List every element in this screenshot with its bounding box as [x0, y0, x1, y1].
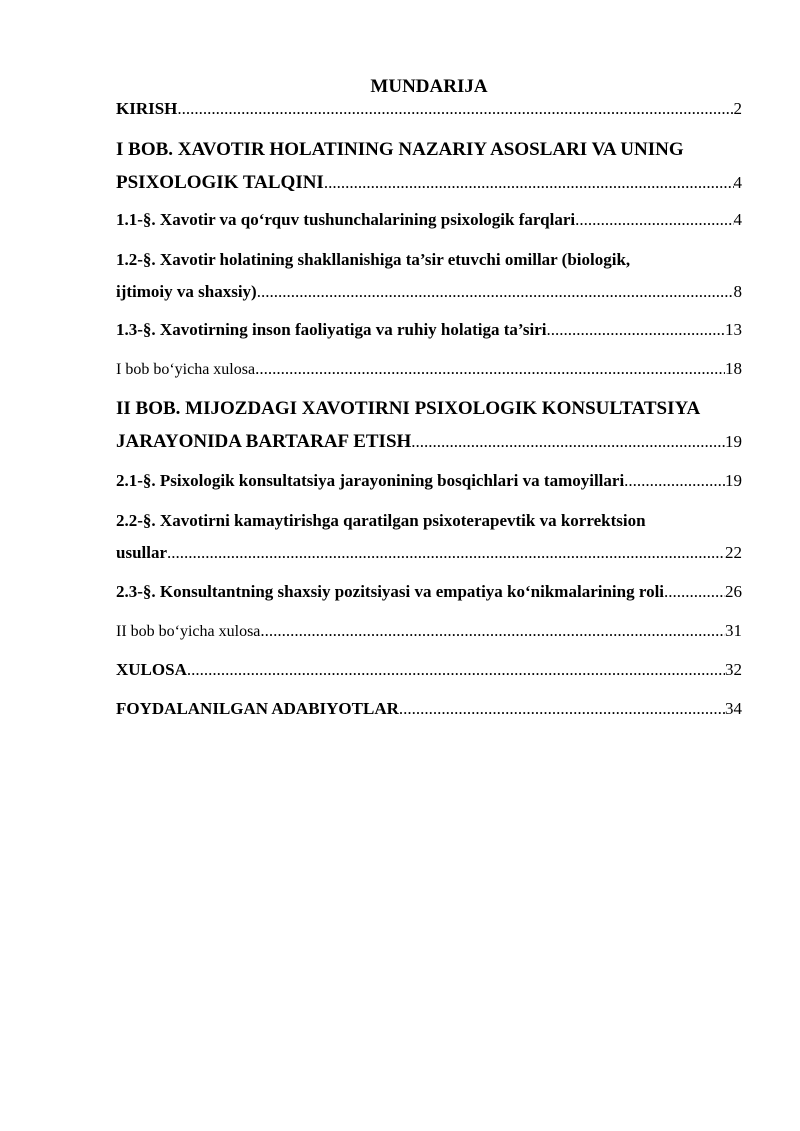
toc-page-number: 4 — [733, 173, 742, 192]
toc-entry-title: PSIXOLOGIK TALQINI — [116, 172, 324, 193]
toc-entry-title: JARAYONIDA BARTARAF ETISH — [116, 431, 412, 452]
toc-entry-references[interactable] — [116, 698, 742, 720]
toc-entry-section-1-3[interactable] — [116, 319, 742, 341]
toc-leader-dots — [260, 620, 725, 642]
toc-leader-dots — [664, 581, 725, 603]
toc-leader-dots — [255, 358, 725, 380]
toc-entry-title: KIRISH — [116, 99, 178, 118]
toc-entry-title: II bob bo‘yicha xulosa — [116, 623, 261, 640]
toc-leader-dots — [167, 542, 725, 564]
toc-entry-section-1-2[interactable] — [116, 281, 742, 303]
toc-entry-title: 2.3-§. Konsultantning shaxsiy pozitsiyasi va empatiya ko‘nikmalarining roli — [116, 582, 665, 601]
toc-entry-chapter-1-line-1[interactable] — [116, 139, 742, 161]
toc-entry-title: I BOB. XAVOTIR HOLATINING NAZARIY ASOSLARI VA UNING — [116, 139, 684, 160]
toc-leader-dots — [624, 470, 725, 492]
toc-entry-title: ijtimoiy va shaxsiy) — [116, 282, 257, 301]
toc-entry-title: 1.2-§. Xavotir holatining shakllanishiga ta’sir etuvchi omillar (biologik, — [116, 250, 631, 269]
toc-entry-chapter-2-line-1[interactable] — [116, 398, 742, 420]
toc-leader-dots — [547, 319, 725, 341]
toc-page-number: 34 — [725, 699, 742, 718]
toc-page-number: 8 — [733, 282, 742, 301]
toc-entry-section-1-1[interactable] — [116, 209, 742, 231]
toc-page-number: 19 — [725, 432, 742, 451]
toc-entry-title: usullar — [116, 543, 168, 562]
toc-page-number: 26 — [725, 582, 742, 601]
toc-page-number: 18 — [725, 359, 742, 378]
toc-entry-title: XULOSA — [116, 660, 187, 679]
toc-leader-dots — [411, 431, 725, 453]
toc-entry-title: I bob bo‘yicha xulosa — [116, 361, 256, 378]
toc-entry-section-2-2-line-1[interactable] — [116, 510, 742, 532]
toc-entry-chapter-1-summary[interactable] — [116, 358, 742, 380]
toc-leader-dots — [257, 281, 734, 303]
toc-entry-chapter-2[interactable] — [116, 431, 742, 453]
toc-page-number: 4 — [733, 210, 742, 229]
toc-page-number: 13 — [725, 320, 742, 339]
toc-entry-title: 1.1-§. Xavotir va qo‘rquv tushunchalarining psixologik farqlari — [116, 210, 576, 229]
toc-page-number: 22 — [725, 543, 742, 562]
toc-leader-dots — [324, 172, 734, 194]
toc-entry-chapter-1[interactable] — [116, 172, 742, 194]
toc-leader-dots — [575, 209, 733, 231]
toc-entry-section-2-3[interactable] — [116, 581, 742, 603]
toc-page-number: 19 — [725, 471, 742, 490]
toc-entry-section-1-2-line-1[interactable] — [116, 249, 742, 271]
toc-entry-section-2-2[interactable] — [116, 542, 742, 564]
toc-entry-title: 2.2-§. Xavotirni kamaytirishga qaratilgan psixoterapevtik va korrektsion — [116, 511, 646, 530]
toc-leader-dots — [177, 98, 733, 120]
toc-page-number: 32 — [725, 660, 742, 679]
toc-page-number: 2 — [733, 99, 742, 118]
toc-entry-title: II BOB. MIJOZDAGI XAVOTIRNI PSIXOLOGIK KONSULTATSIYA — [116, 398, 701, 419]
page-title: MUNDARIJA — [370, 76, 488, 97]
toc-entry-chapter-2-summary[interactable] — [116, 620, 742, 642]
toc-entry-kirish[interactable] — [116, 98, 742, 120]
toc-entry-title: 2.1-§. Psixologik konsultatsiya jarayonining bosqichlari va tamoyillari — [116, 471, 625, 490]
toc-entry-conclusion[interactable] — [116, 659, 742, 681]
toc-entry-title: FOYDALANILGAN ADABIYOTLAR — [116, 699, 399, 718]
toc-leader-dots — [399, 698, 725, 720]
toc-entry-title: 1.3-§. Xavotirning inson faoliyatiga va ruhiy holatiga ta’siri — [116, 320, 547, 339]
toc-leader-dots — [187, 659, 725, 681]
toc-entry-section-2-1[interactable] — [116, 470, 742, 492]
toc-page-number: 31 — [725, 621, 742, 640]
